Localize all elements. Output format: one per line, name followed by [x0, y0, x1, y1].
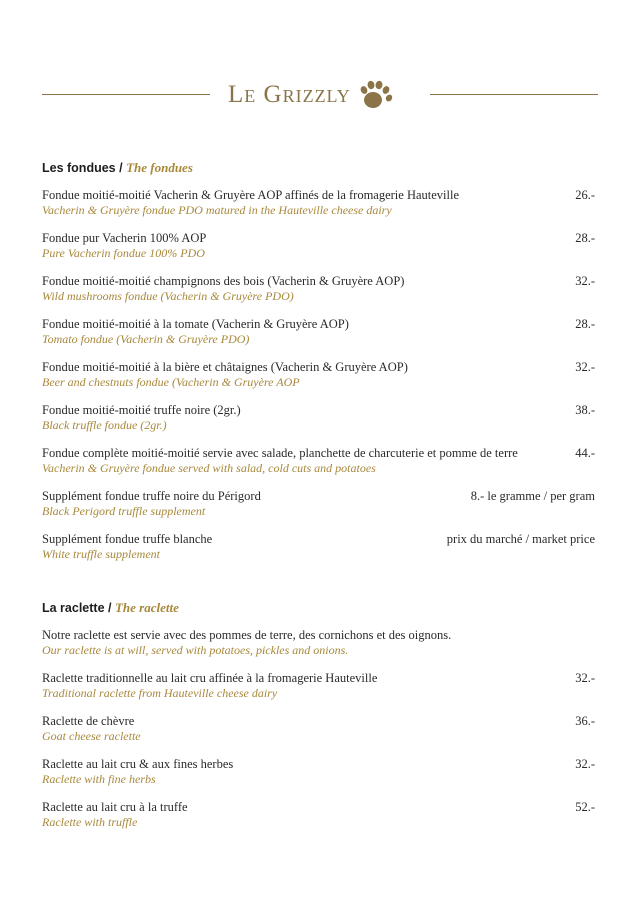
item-name-fr: Supplément fondue truffe blanche	[42, 532, 213, 546]
item-price: prix du marché / market price	[446, 532, 595, 546]
item-name-en: Pure Vacherin fondue 100% PDO	[42, 246, 205, 260]
item-name-en: Black truffle fondue (2gr.)	[42, 418, 167, 432]
item-price: 8.- le gramme / per gram	[470, 489, 595, 503]
menu-item	[42, 714, 595, 757]
section-title-raclette	[42, 600, 595, 618]
item-name-fr: Fondue moitié-moitié Vacherin & Gruyère AOP affinés de la fromagerie Hauteville	[42, 188, 460, 202]
item-name-en: Vacherin & Gruyère fondue PDO matured in the Hauteville cheese dairy	[42, 203, 392, 217]
item-name-en: White truffle supplement	[42, 547, 160, 561]
menu-item	[42, 757, 595, 800]
brand-logo	[228, 78, 395, 112]
intro-text-en: Our raclette is at will, served with potatoes, pickles and onions.	[42, 643, 349, 657]
item-price: 36.-	[575, 714, 595, 728]
item-name-en: Tomato fondue (Vacherin & Gruyère PDO)	[42, 332, 250, 346]
item-price: 32.-	[575, 757, 595, 771]
header-rule-right	[430, 94, 598, 95]
menu-header	[0, 76, 640, 116]
menu-item	[42, 532, 595, 575]
item-name-en: Goat cheese raclette	[42, 729, 141, 743]
item-name-fr: Fondue pur Vacherin 100% AOP	[42, 231, 207, 245]
menu-item	[42, 274, 595, 317]
section-title-en: The raclette	[114, 600, 179, 615]
section-gap	[42, 575, 595, 600]
menu-content	[42, 160, 595, 843]
menu-item	[42, 800, 595, 843]
menu-item	[42, 489, 595, 532]
header-rule-left	[42, 94, 210, 95]
item-name-fr: Raclette au lait cru & aux fines herbes	[42, 757, 234, 771]
menu-item	[42, 446, 595, 489]
item-price: 32.-	[575, 671, 595, 685]
section-title-separator: /	[108, 601, 112, 615]
item-price: 32.-	[575, 274, 595, 288]
menu-item	[42, 360, 595, 403]
item-name-fr: Fondue moitié-moitié à la tomate (Vacherin & Gruyère AOP)	[42, 317, 349, 331]
item-name-en: Wild mushrooms fondue (Vacherin & Gruyère PDO)	[42, 289, 294, 303]
item-name-fr: Fondue moitié-moitié truffe noire (2gr.)	[42, 403, 241, 417]
menu-item	[42, 671, 595, 714]
section-title-fondues	[42, 160, 595, 178]
item-name-fr: Fondue moitié-moitié à la bière et châtaignes (Vacherin & Gruyère AOP)	[42, 360, 408, 374]
item-price: 52.-	[575, 800, 595, 814]
section-title-fr: Les fondues	[42, 161, 116, 175]
section-title-fr: La raclette	[42, 601, 105, 615]
item-name-fr: Fondue complète moitié-moitié servie avec salade, planchette de charcuterie et pomme de terre	[42, 446, 518, 460]
item-name-fr: Supplément fondue truffe noire du Périgord	[42, 489, 261, 503]
item-name-en: Black Perigord truffle supplement	[42, 504, 206, 518]
intro-text-fr: Notre raclette est servie avec des pommes de terre, des cornichons et des oignons.	[42, 628, 452, 642]
item-price: 28.-	[575, 317, 595, 331]
menu-item	[42, 231, 595, 274]
item-name-en: Beer and chestnuts fondue (Vacherin & Gruyère AOP	[42, 375, 300, 389]
item-name-en: Raclette with fine herbs	[42, 772, 156, 786]
item-name-en: Vacherin & Gruyère fondue served with salad, cold cuts and potatoes	[42, 461, 376, 475]
menu-item	[42, 188, 595, 231]
item-name-en: Raclette with truffle	[42, 815, 138, 829]
section-title-en: The fondues	[126, 160, 193, 175]
item-name-fr: Raclette de chèvre	[42, 714, 135, 728]
brand-name: Le Grizzly	[228, 81, 351, 108]
item-price: 28.-	[575, 231, 595, 245]
item-price: 32.-	[575, 360, 595, 374]
item-price: 26.-	[575, 188, 595, 202]
item-name-fr: Raclette au lait cru à la truffe	[42, 800, 188, 814]
item-name-en: Traditional raclette from Hauteville cheese dairy	[42, 686, 278, 700]
item-price: 38.-	[575, 403, 595, 417]
item-name-fr: Fondue moitié-moitié champignons des bois (Vacherin & Gruyère AOP)	[42, 274, 405, 288]
menu-item	[42, 403, 595, 446]
bear-paw-icon	[359, 79, 395, 111]
menu-item	[42, 317, 595, 360]
raclette-intro	[42, 628, 595, 671]
item-name-fr: Raclette traditionnelle au lait cru affinée à la fromagerie Hauteville	[42, 671, 378, 685]
item-price: 44.-	[575, 446, 595, 460]
section-title-separator: /	[119, 161, 123, 175]
